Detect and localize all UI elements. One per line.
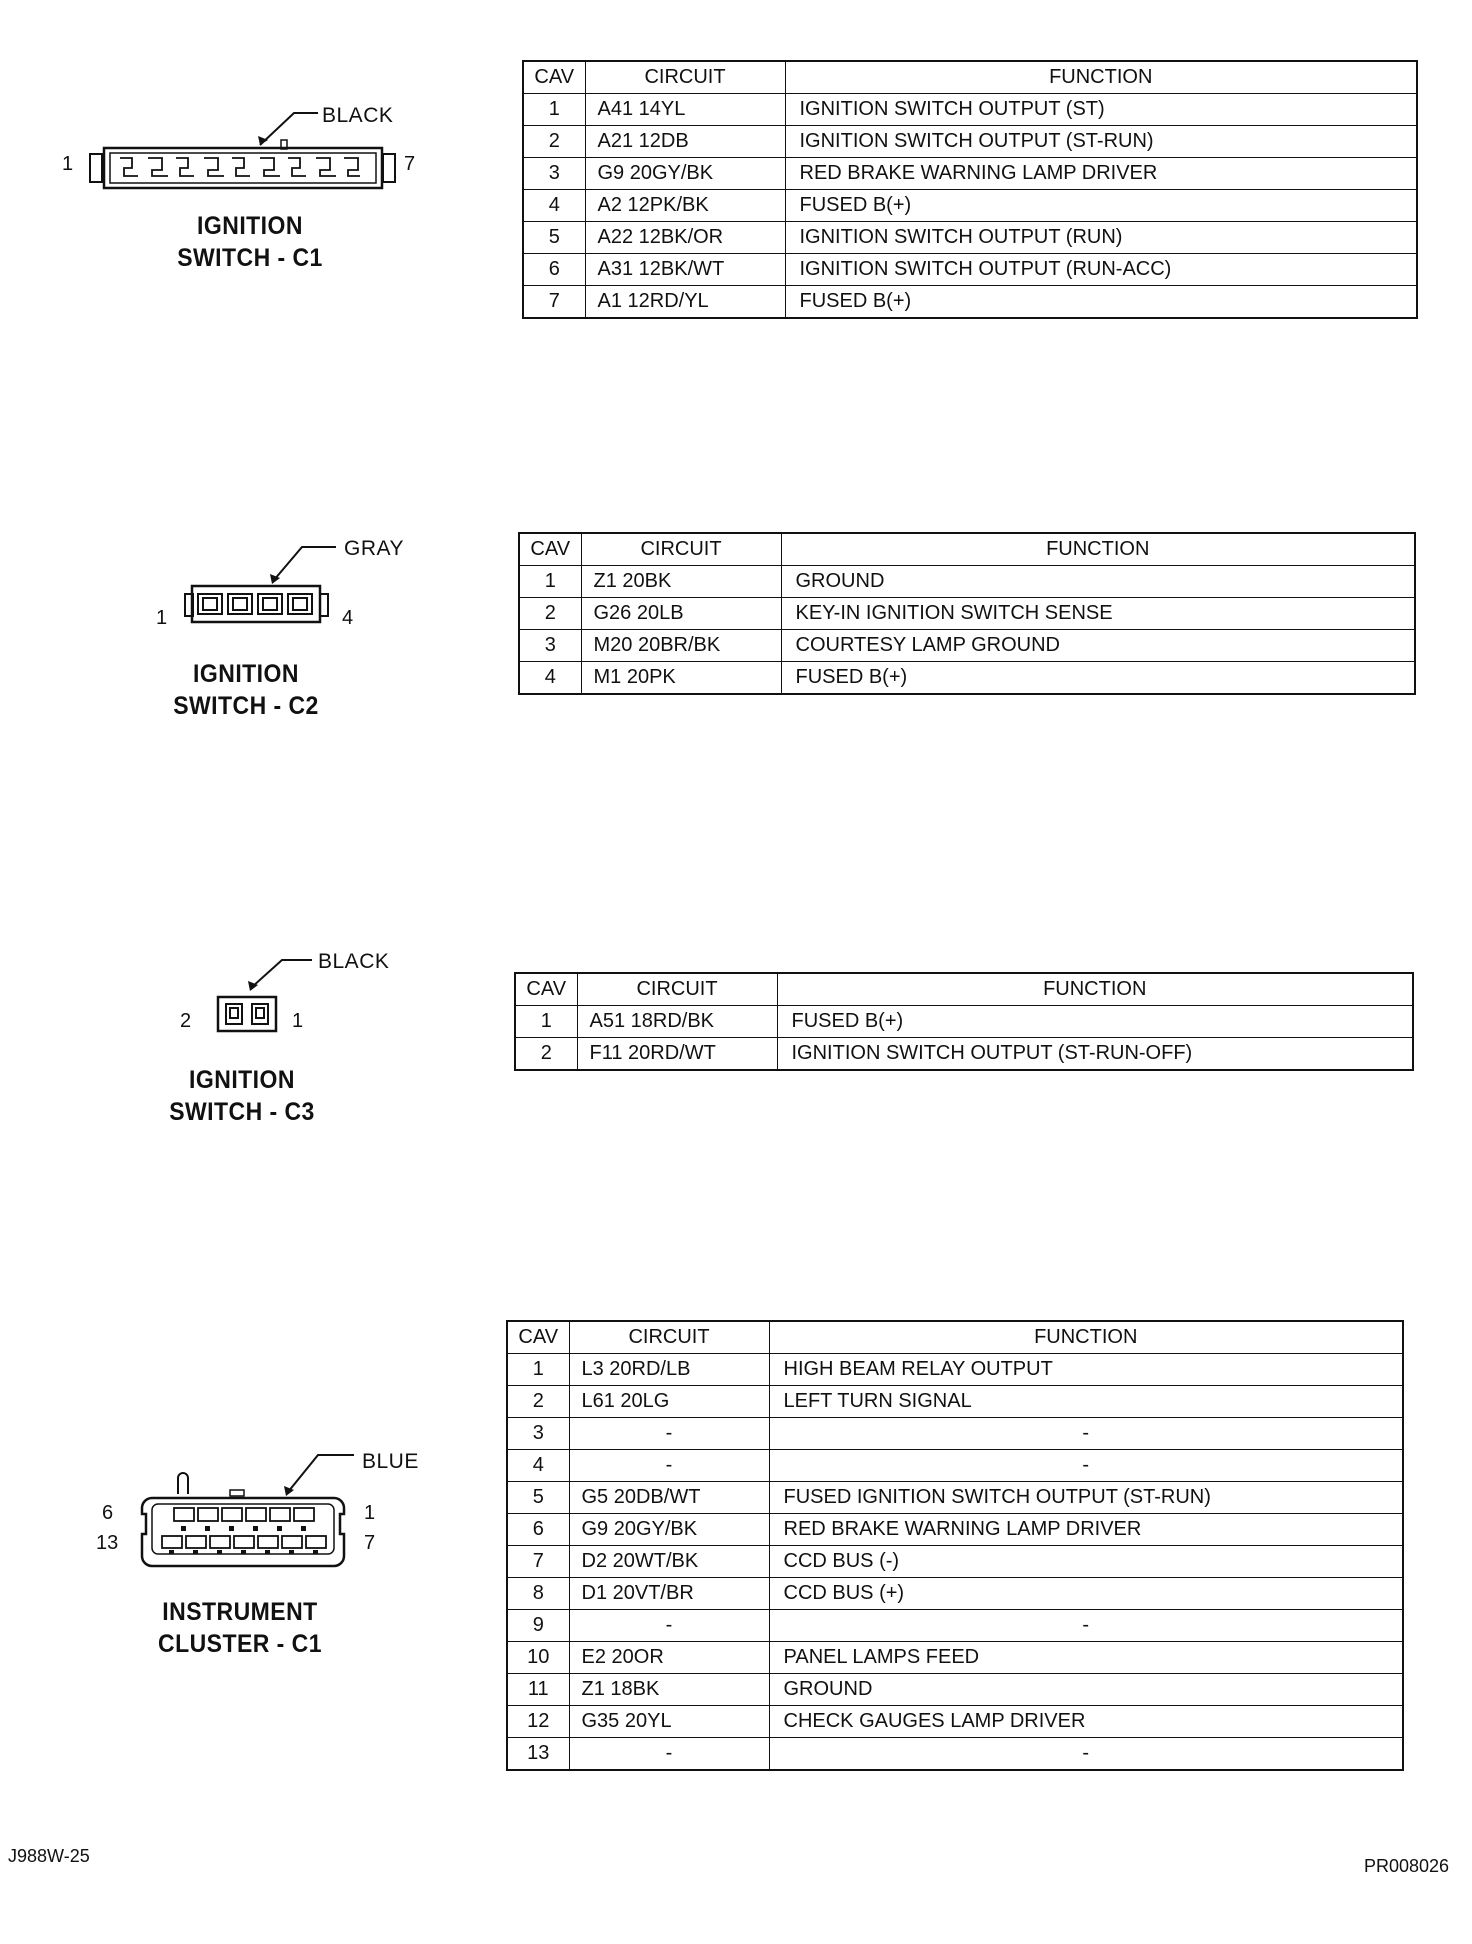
table-row [507, 1514, 1403, 1546]
cell-cav: 8 [507, 1578, 569, 1610]
connector-title [150, 1064, 334, 1128]
connector-title [148, 1596, 332, 1660]
wire-color-label: BLACK [318, 950, 390, 973]
cell-function: GROUND [769, 1674, 1403, 1706]
table-row [507, 1738, 1403, 1771]
cell-circuit: E2 20OR [569, 1642, 769, 1674]
table-row [507, 1642, 1403, 1674]
cell-circuit: G35 20YL [569, 1706, 769, 1738]
cell-cav: 10 [507, 1642, 569, 1674]
pin-number-right: 7 [404, 153, 416, 175]
cell-circuit: M20 20BR/BK [581, 630, 781, 662]
cell-function: CCD BUS (-) [769, 1546, 1403, 1578]
cell-circuit: - [569, 1418, 769, 1450]
cell-circuit: A2 12PK/BK [585, 190, 785, 222]
cell-cav: 1 [515, 1006, 577, 1038]
cell-cav: 2 [507, 1386, 569, 1418]
cell-function: - [769, 1610, 1403, 1642]
table-row [507, 1578, 1403, 1610]
cell-circuit: A21 12DB [585, 126, 785, 158]
connector-face-icon [200, 945, 340, 1035]
cell-circuit: G9 20GY/BK [569, 1514, 769, 1546]
cell-circuit: A31 12BK/WT [585, 254, 785, 286]
table-row [507, 1386, 1403, 1418]
table-row [507, 1354, 1403, 1386]
cell-function: RED BRAKE WARNING LAMP DRIVER [785, 158, 1417, 190]
table-row [523, 222, 1417, 254]
cell-function: CCD BUS (+) [769, 1578, 1403, 1610]
cell-function: FUSED B(+) [781, 662, 1415, 695]
cell-function: IGNITION SWITCH OUTPUT (ST-RUN) [785, 126, 1417, 158]
cell-cav: 4 [519, 662, 581, 695]
cell-cav: 6 [507, 1514, 569, 1546]
pin-number-left: 1 [62, 153, 74, 175]
cell-cav: 5 [523, 222, 585, 254]
cell-function: IGNITION SWITCH OUTPUT (RUN-ACC) [785, 254, 1417, 286]
cell-function: IGNITION SWITCH OUTPUT (RUN) [785, 222, 1417, 254]
connector-title-line2: SWITCH - C3 [169, 1098, 315, 1126]
pin-table [514, 972, 1414, 1071]
cell-function: GROUND [781, 566, 1415, 598]
header-cav: CAV [507, 1321, 569, 1354]
cell-cav: 3 [507, 1418, 569, 1450]
connector-title [158, 210, 342, 274]
table-row [523, 286, 1417, 319]
connector-title-line1: IGNITION [197, 212, 303, 240]
cell-cav: 3 [519, 630, 581, 662]
header-function: FUNCTION [777, 973, 1413, 1006]
cell-circuit: F11 20RD/WT [577, 1038, 777, 1071]
wire-color-label: BLUE [362, 1450, 419, 1473]
cell-function: PANEL LAMPS FEED [769, 1642, 1403, 1674]
cell-function: LEFT TURN SIGNAL [769, 1386, 1403, 1418]
table-header-row [523, 61, 1417, 94]
cell-function: FUSED B(+) [785, 190, 1417, 222]
table-row [507, 1482, 1403, 1514]
cell-circuit: G9 20GY/BK [585, 158, 785, 190]
connector-title-line1: INSTRUMENT [162, 1598, 318, 1626]
connector-title-line2: SWITCH - C1 [177, 244, 323, 272]
table-row [519, 566, 1415, 598]
cell-function: IGNITION SWITCH OUTPUT (ST) [785, 94, 1417, 126]
figure-code-left: J988W-25 [8, 1846, 90, 1866]
pin-number-right: 1 [292, 1010, 304, 1032]
cell-cav: 2 [515, 1038, 577, 1071]
table-row [523, 254, 1417, 286]
cell-cav: 2 [523, 126, 585, 158]
pin-number-bottom-left: 13 [96, 1532, 119, 1554]
table-row [519, 662, 1415, 695]
cell-function: FUSED B(+) [777, 1006, 1413, 1038]
cell-cav: 2 [519, 598, 581, 630]
cell-cav: 11 [507, 1674, 569, 1706]
cell-circuit: L61 20LG [569, 1386, 769, 1418]
cell-function: IGNITION SWITCH OUTPUT (ST-RUN-OFF) [777, 1038, 1413, 1071]
connector-title-line2: CLUSTER - C1 [158, 1630, 322, 1658]
cell-circuit: G5 20DB/WT [569, 1482, 769, 1514]
table-row [515, 1038, 1413, 1071]
pin-number-left: 1 [156, 607, 168, 629]
pin-table [518, 532, 1416, 695]
cell-cav: 1 [523, 94, 585, 126]
table-header-row [519, 533, 1415, 566]
cell-function: HIGH BEAM RELAY OUTPUT [769, 1354, 1403, 1386]
cell-circuit: A1 12RD/YL [585, 286, 785, 319]
cell-function: FUSED IGNITION SWITCH OUTPUT (ST-RUN) [769, 1482, 1403, 1514]
pin-number-top-right: 1 [364, 1502, 376, 1524]
pin-number-bottom-right: 7 [364, 1532, 376, 1554]
cell-circuit: G26 20LB [581, 598, 781, 630]
connector-title-line2: SWITCH - C2 [173, 692, 319, 720]
cell-cav: 7 [507, 1546, 569, 1578]
connector-title-line1: IGNITION [189, 1066, 295, 1094]
connector-title [154, 658, 338, 722]
table-row [507, 1674, 1403, 1706]
cell-cav: 1 [507, 1354, 569, 1386]
table-row [507, 1418, 1403, 1450]
table-row [519, 598, 1415, 630]
figure-code-right: PR008026 [1364, 1856, 1450, 1876]
cell-circuit: - [569, 1738, 769, 1771]
table-header-row [515, 973, 1413, 1006]
cell-cav: 9 [507, 1610, 569, 1642]
connector-face-icon [170, 530, 350, 630]
cell-cav: 5 [507, 1482, 569, 1514]
header-function: FUNCTION [781, 533, 1415, 566]
cell-function: KEY-IN IGNITION SWITCH SENSE [781, 598, 1415, 630]
cell-circuit: D1 20VT/BR [569, 1578, 769, 1610]
header-cav: CAV [523, 61, 585, 94]
cell-circuit: M1 20PK [581, 662, 781, 695]
cell-circuit: L3 20RD/LB [569, 1354, 769, 1386]
cell-cav: 6 [523, 254, 585, 286]
cell-circuit: Z1 20BK [581, 566, 781, 598]
table-row [523, 190, 1417, 222]
cell-circuit: - [569, 1450, 769, 1482]
cell-cav: 7 [523, 286, 585, 319]
header-circuit: CIRCUIT [581, 533, 781, 566]
pin-number-top-left: 6 [102, 1502, 114, 1524]
cell-circuit: D2 20WT/BK [569, 1546, 769, 1578]
cell-function: CHECK GAUGES LAMP DRIVER [769, 1706, 1403, 1738]
wire-color-label: GRAY [344, 537, 404, 560]
cell-function: FUSED B(+) [785, 286, 1417, 319]
cell-function: - [769, 1418, 1403, 1450]
cell-circuit: A51 18RD/BK [577, 1006, 777, 1038]
wire-color-label: BLACK [322, 104, 394, 127]
table-row [507, 1546, 1403, 1578]
table-row [515, 1006, 1413, 1038]
connector-title-line1: IGNITION [193, 660, 299, 688]
pin-table [506, 1320, 1404, 1771]
cell-cav: 12 [507, 1706, 569, 1738]
table-row [519, 630, 1415, 662]
cell-circuit: - [569, 1610, 769, 1642]
cell-cav: 1 [519, 566, 581, 598]
header-function: FUNCTION [785, 61, 1417, 94]
header-function: FUNCTION [769, 1321, 1403, 1354]
cell-cav: 3 [523, 158, 585, 190]
cell-function: RED BRAKE WARNING LAMP DRIVER [769, 1514, 1403, 1546]
table-row [523, 158, 1417, 190]
cell-function: COURTESY LAMP GROUND [781, 630, 1415, 662]
connector-face-icon [80, 100, 410, 200]
cell-circuit: A41 14YL [585, 94, 785, 126]
cell-function: - [769, 1450, 1403, 1482]
cell-circuit: A22 12BK/OR [585, 222, 785, 254]
pin-table [522, 60, 1418, 319]
header-circuit: CIRCUIT [577, 973, 777, 1006]
cell-cav: 13 [507, 1738, 569, 1771]
header-circuit: CIRCUIT [585, 61, 785, 94]
table-row [507, 1706, 1403, 1738]
pin-number-right: 4 [342, 607, 354, 629]
pin-number-left: 2 [180, 1010, 192, 1032]
connector-face-icon [130, 1440, 360, 1570]
header-cav: CAV [519, 533, 581, 566]
table-header-row [507, 1321, 1403, 1354]
header-cav: CAV [515, 973, 577, 1006]
cell-cav: 4 [523, 190, 585, 222]
cell-cav: 4 [507, 1450, 569, 1482]
cell-function: - [769, 1738, 1403, 1771]
table-row [523, 94, 1417, 126]
table-row [507, 1450, 1403, 1482]
header-circuit: CIRCUIT [569, 1321, 769, 1354]
cell-circuit: Z1 18BK [569, 1674, 769, 1706]
table-row [507, 1610, 1403, 1642]
table-row [523, 126, 1417, 158]
